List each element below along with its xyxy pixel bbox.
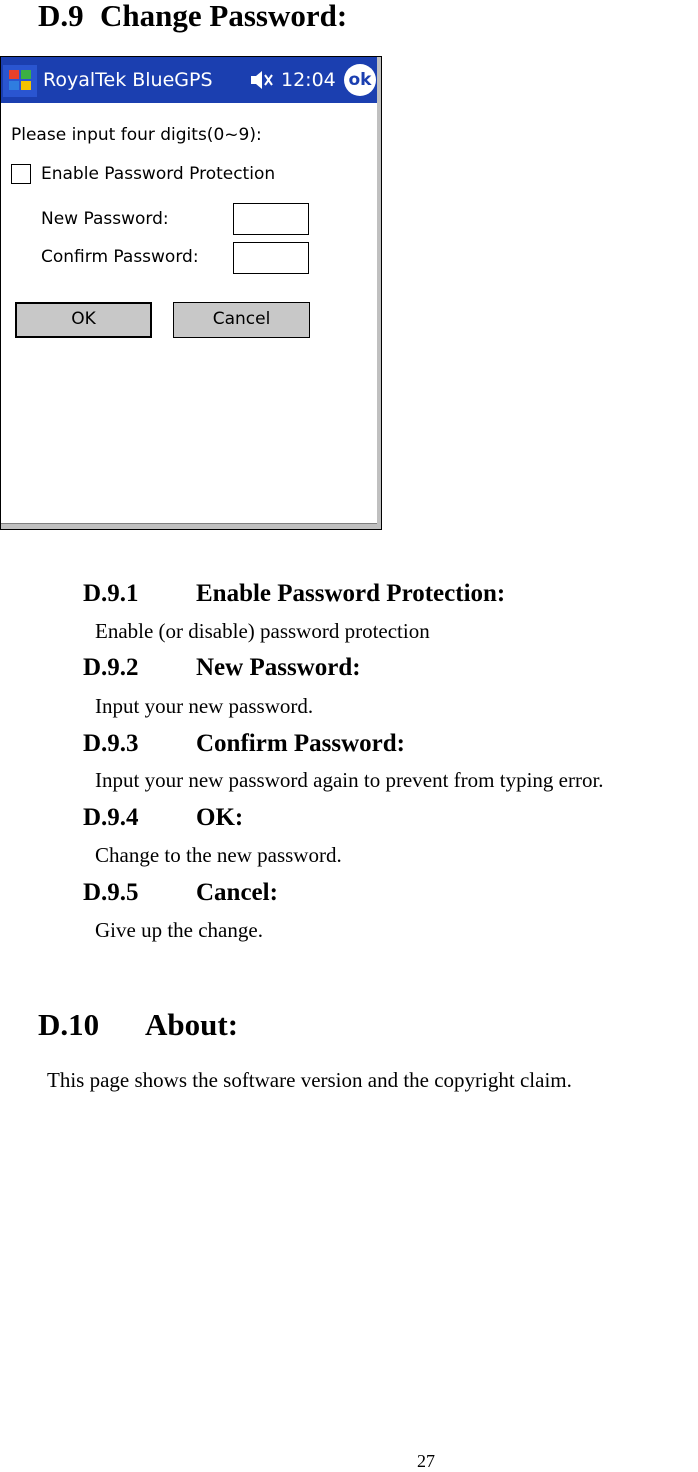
subsection-description: Input your new password again to prevent from typing error. — [95, 768, 604, 792]
subsection-heading — [83, 730, 405, 758]
section-heading — [38, 0, 347, 34]
new-password-label: New Password: — [41, 209, 169, 229]
section-number: D.9 — [38, 0, 84, 33]
pda-screenshot — [0, 56, 382, 530]
page-number: 27 — [417, 1451, 435, 1471]
subsection-title: Confirm Password: — [196, 730, 406, 757]
command-bar — [1, 523, 377, 530]
subsection-description: Give up the change. — [95, 918, 263, 942]
section-title: Change Password: — [100, 0, 348, 33]
speaker-icon[interactable] — [249, 69, 273, 91]
subsection-heading — [83, 580, 505, 608]
subsection-description: Input your new password. — [95, 694, 314, 718]
checkbox-label[interactable]: Enable Password Protection — [41, 164, 276, 184]
subsection-title: New Password: — [196, 654, 361, 681]
about-heading — [38, 1007, 238, 1043]
subsection-heading — [83, 804, 243, 832]
new-password-field[interactable] — [233, 203, 309, 235]
enable-password-checkbox[interactable] — [11, 164, 31, 184]
subsection-title: Cancel: — [196, 879, 278, 906]
scrollbar[interactable] — [377, 57, 382, 530]
cancel-button[interactable]: Cancel — [173, 302, 310, 338]
confirm-password-field[interactable] — [233, 242, 309, 274]
windows-start-icon[interactable] — [3, 65, 37, 97]
ok-button[interactable]: OK — [15, 302, 152, 338]
subsection-number: D.9.2 — [83, 654, 139, 681]
subsection-description: Change to the new password. — [95, 843, 342, 867]
subsection-title: OK: — [196, 804, 244, 831]
about-number: D.10 — [38, 1007, 100, 1042]
subsection-number: D.9.1 — [83, 580, 139, 607]
subsection-number: D.9.3 — [83, 730, 139, 757]
app-title: RoyalTek BlueGPS — [43, 69, 213, 91]
subsection-description: Enable (or disable) password protection — [95, 619, 430, 643]
ok-icon[interactable]: ok — [344, 64, 376, 96]
subsection-number: D.9.5 — [83, 879, 139, 906]
form-prompt: Please input four digits(0~9): — [11, 125, 262, 145]
clock[interactable]: 12:04 — [281, 69, 336, 91]
about-title: About: — [145, 1007, 239, 1042]
subsection-title: Enable Password Protection: — [196, 580, 506, 607]
title-bar — [1, 57, 377, 103]
confirm-password-label: Confirm Password: — [41, 247, 199, 267]
subsection-heading — [83, 879, 278, 907]
subsection-number: D.9.4 — [83, 804, 139, 831]
subsection-heading — [83, 654, 361, 682]
about-description: This page shows the software version and the copyright claim. — [47, 1068, 572, 1092]
